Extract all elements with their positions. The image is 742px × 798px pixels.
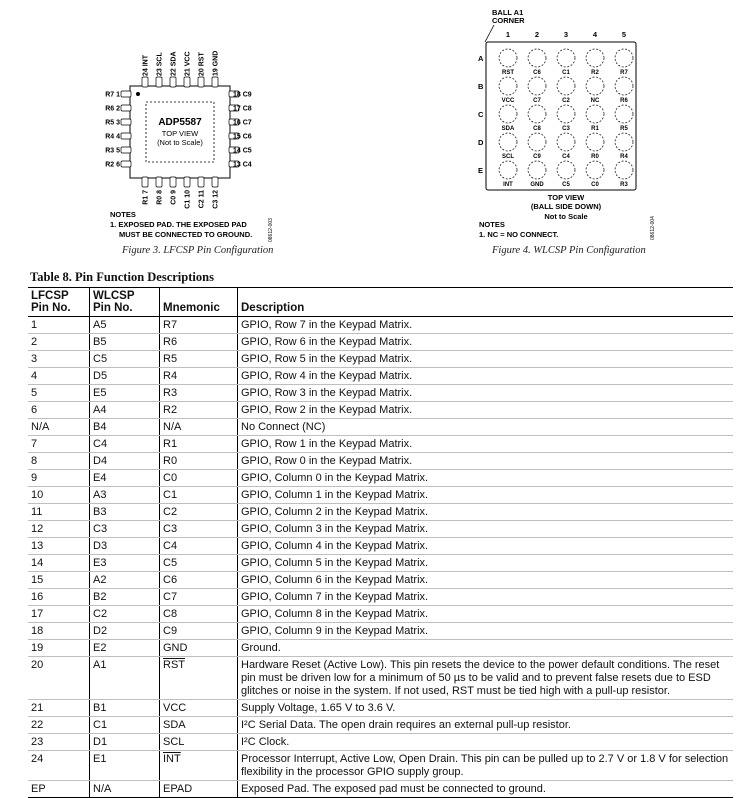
chip-not-to-scale: (Not to Scale) <box>157 138 203 147</box>
figures-area <box>0 0 742 268</box>
wlcsp-ball-label: C9 <box>533 154 541 160</box>
cell-mnemonic: R0 <box>160 453 238 470</box>
wlcsp-row-label: B <box>478 82 484 91</box>
cell-description: GPIO, Row 4 in the Keypad Matrix. <box>238 368 734 385</box>
table-row <box>28 521 733 538</box>
cell-mnemonic: C4 <box>160 538 238 555</box>
wlcsp-note-line1: 1. NC = NO CONNECT. <box>479 230 559 239</box>
cell-lfcsp-pin: 23 <box>28 734 90 751</box>
cell-lfcsp-pin: 4 <box>28 368 90 385</box>
cell-wlcsp-pin: E2 <box>90 640 160 657</box>
table-row <box>28 572 733 589</box>
lfcsp-pad <box>156 177 162 187</box>
cell-lfcsp-pin: 19 <box>28 640 90 657</box>
wlcsp-ball <box>557 77 575 95</box>
wlcsp-ball <box>586 161 604 179</box>
cell-lfcsp-pin: 8 <box>28 453 90 470</box>
lfcsp-pin-label: R1 7 <box>142 190 150 205</box>
lfcsp-pin-label: C2 11 <box>198 190 206 209</box>
wlcsp-ball-label: C4 <box>562 154 570 160</box>
table-row <box>28 504 733 521</box>
cell-wlcsp-pin: D5 <box>90 368 160 385</box>
wlcsp-ball-label: GND <box>530 182 544 188</box>
cell-wlcsp-pin: D4 <box>90 453 160 470</box>
chip-top-view: TOP VIEW <box>161 129 199 138</box>
chip-name: ADP5587 <box>158 117 202 128</box>
lfcsp-pin-label: 15 C6 <box>233 133 252 141</box>
cell-mnemonic: C9 <box>160 623 238 640</box>
wlcsp-ball-label: C3 <box>562 126 570 132</box>
wlcsp-ball-label: NC <box>590 98 600 104</box>
cell-mnemonic: C7 <box>160 589 238 606</box>
cell-description: GPIO, Column 6 in the Keypad Matrix. <box>238 572 734 589</box>
lfcsp-pad <box>170 177 176 187</box>
lfcsp-pad <box>121 91 131 97</box>
wlcsp-ball-label: C0 <box>591 182 599 188</box>
lfcsp-pad <box>212 77 218 87</box>
lfcsp-pad <box>184 77 190 87</box>
table-row <box>28 781 733 798</box>
cell-lfcsp-pin: 11 <box>28 504 90 521</box>
cell-description: GPIO, Row 1 in the Keypad Matrix. <box>238 436 734 453</box>
cell-mnemonic: N/A <box>160 419 238 436</box>
cell-description: GPIO, Row 6 in the Keypad Matrix. <box>238 334 734 351</box>
cell-wlcsp-pin: E1 <box>90 751 160 781</box>
cell-mnemonic: SDA <box>160 717 238 734</box>
cell-mnemonic: R4 <box>160 368 238 385</box>
lfcsp-pad <box>121 119 131 125</box>
lfcsp-pad <box>142 177 148 187</box>
table-row <box>28 385 733 402</box>
cell-lfcsp-pin: 3 <box>28 351 90 368</box>
wlcsp-ball-label: R4 <box>620 154 628 160</box>
cell-wlcsp-pin: D3 <box>90 538 160 555</box>
lfcsp-pin-label: C1 10 <box>184 190 192 209</box>
table-row <box>28 700 733 717</box>
wlcsp-row-label: E <box>478 166 484 175</box>
cell-description: Supply Voltage, 1.65 V to 3.6 V. <box>238 700 734 717</box>
cell-wlcsp-pin: C3 <box>90 521 160 538</box>
table-row <box>28 623 733 640</box>
cell-description: GPIO, Row 2 in the Keypad Matrix. <box>238 402 734 419</box>
table-row <box>28 538 733 555</box>
wlcsp-ball <box>528 105 546 123</box>
lfcsp-notes-title: NOTES <box>110 210 136 219</box>
lfcsp-note-line2: MUST BE CONNECTED TO GROUND. <box>119 230 253 239</box>
lfcsp-pad <box>198 77 204 87</box>
wlcsp-ball-label: R3 <box>620 182 628 188</box>
lfcsp-pin-label: 13 C4 <box>233 161 252 169</box>
wlcsp-ball <box>586 77 604 95</box>
wlcsp-ball-label: R2 <box>591 70 599 76</box>
wlcsp-column-label: 1 <box>505 30 511 39</box>
cell-wlcsp-pin: C5 <box>90 351 160 368</box>
cell-mnemonic: $\overline{RST}$ <box>160 657 238 700</box>
header-lfcsp-line2: Pin No. <box>31 302 71 314</box>
cell-mnemonic: EPAD <box>160 781 238 798</box>
cell-description: GPIO, Column 0 in the Keypad Matrix. <box>238 470 734 487</box>
cell-lfcsp-pin: 24 <box>28 751 90 781</box>
wlcsp-ball <box>615 49 633 67</box>
lfcsp-pin-label: R0 8 <box>156 190 164 205</box>
header-wlcsp-line1: WLCSP <box>93 290 135 302</box>
cell-description: Exposed Pad. The exposed pad must be connected to ground. <box>238 781 734 798</box>
cell-wlcsp-pin: E3 <box>90 555 160 572</box>
wlcsp-ball <box>499 49 517 67</box>
cell-wlcsp-pin: B5 <box>90 334 160 351</box>
lfcsp-pin-label: 16 C7 <box>233 119 252 127</box>
cell-mnemonic: R7 <box>160 317 238 334</box>
lfcsp-pin-label: 18 C9 <box>233 91 252 99</box>
cell-lfcsp-pin: 2 <box>28 334 90 351</box>
table-row <box>28 734 733 751</box>
wlcsp-ball-label: SDA <box>501 126 515 132</box>
table-row <box>28 555 733 572</box>
wlcsp-ball <box>586 105 604 123</box>
lfcsp-pin-label: R2 6 <box>105 161 120 169</box>
wlcsp-ball <box>499 161 517 179</box>
cell-lfcsp-pin: EP <box>28 781 90 798</box>
wlcsp-ball-label: R5 <box>620 126 628 132</box>
cell-wlcsp-pin: C2 <box>90 606 160 623</box>
ball-a1-corner-label: CORNER <box>492 16 525 25</box>
cell-lfcsp-pin: N/A <box>28 419 90 436</box>
wlcsp-ball-side: (BALL SIDE DOWN) <box>530 202 602 211</box>
lfcsp-pin-label: R4 4 <box>105 133 120 141</box>
cell-wlcsp-pin: A3 <box>90 487 160 504</box>
wlcsp-ball <box>528 161 546 179</box>
lfcsp-pad <box>142 77 148 87</box>
table-row <box>28 470 733 487</box>
wlcsp-ball-label: SCL <box>502 154 514 160</box>
wlcsp-ball-label: C5 <box>562 182 570 188</box>
wlcsp-ball <box>557 133 575 151</box>
table-row <box>28 487 733 504</box>
lfcsp-pin-label: 20 RST <box>198 52 206 76</box>
header-wlcsp-pin <box>90 288 160 317</box>
cell-lfcsp-pin: 1 <box>28 317 90 334</box>
wlcsp-ball <box>528 77 546 95</box>
wlcsp-row-label: A <box>478 54 484 63</box>
table-row <box>28 640 733 657</box>
wlcsp-package-outline <box>486 42 636 190</box>
wlcsp-column-label: 4 <box>592 30 598 39</box>
cell-wlcsp-pin: A4 <box>90 402 160 419</box>
cell-description: GPIO, Column 9 in the Keypad Matrix. <box>238 623 734 640</box>
table-row <box>28 334 733 351</box>
table-row <box>28 657 733 700</box>
wlcsp-row-label: C <box>478 110 484 119</box>
wlcsp-ball <box>499 105 517 123</box>
cell-mnemonic: C8 <box>160 606 238 623</box>
cell-wlcsp-pin: E4 <box>90 470 160 487</box>
header-description: Description <box>238 288 734 317</box>
lfcsp-pin-label: 22 SDA <box>170 51 178 76</box>
lfcsp-pin-label: C3 12 <box>212 190 220 209</box>
cell-lfcsp-pin: 9 <box>28 470 90 487</box>
cell-mnemonic: C2 <box>160 504 238 521</box>
cell-mnemonic: C1 <box>160 487 238 504</box>
ball-a1-label: BALL A1 <box>492 8 524 17</box>
cell-description: GPIO, Column 7 in the Keypad Matrix. <box>238 589 734 606</box>
wlcsp-ball-label: C7 <box>533 98 541 104</box>
cell-wlcsp-pin: N/A <box>90 781 160 798</box>
cell-description: GPIO, Row 5 in the Keypad Matrix. <box>238 351 734 368</box>
cell-description: GPIO, Column 3 in the Keypad Matrix. <box>238 521 734 538</box>
table-row <box>28 453 733 470</box>
cell-description: GPIO, Row 7 in the Keypad Matrix. <box>238 317 734 334</box>
cell-description: I²C Serial Data. The open drain requires an external pull-up resistor. <box>238 717 734 734</box>
lfcsp-pin-label: R3 5 <box>105 147 120 155</box>
table-row <box>28 351 733 368</box>
cell-mnemonic: C6 <box>160 572 238 589</box>
cell-mnemonic: R2 <box>160 402 238 419</box>
cell-lfcsp-pin: 15 <box>28 572 90 589</box>
wlcsp-ball <box>499 77 517 95</box>
wlcsp-column-label: 5 <box>621 30 627 39</box>
cell-mnemonic: R1 <box>160 436 238 453</box>
cell-lfcsp-pin: 6 <box>28 402 90 419</box>
cell-description: GPIO, Column 4 in the Keypad Matrix. <box>238 538 734 555</box>
wlcsp-ball-label: R0 <box>591 154 599 160</box>
cell-lfcsp-pin: 13 <box>28 538 90 555</box>
figure3-caption: Figure 3. LFCSP Pin Configuration <box>122 245 274 256</box>
cell-wlcsp-pin: B1 <box>90 700 160 717</box>
table-row <box>28 436 733 453</box>
cell-description: GPIO, Row 3 in the Keypad Matrix. <box>238 385 734 402</box>
cell-lfcsp-pin: 17 <box>28 606 90 623</box>
wlcsp-ball-diagram <box>470 2 670 262</box>
table-row <box>28 419 733 436</box>
header-mnemonic: Mnemonic <box>160 288 238 317</box>
lfcsp-pin-label: R7 1 <box>105 91 120 99</box>
table-body <box>28 317 733 798</box>
figure4-caption: Figure 4. WLCSP Pin Configuration <box>492 245 646 256</box>
table-row <box>28 751 733 781</box>
wlcsp-ball <box>615 77 633 95</box>
pin-function-table <box>28 287 733 798</box>
wlcsp-not-to-scale: Not to Scale <box>544 212 588 221</box>
cell-lfcsp-pin: 10 <box>28 487 90 504</box>
wlcsp-column-label: 3 <box>563 30 569 39</box>
lfcsp-pad <box>121 133 131 139</box>
cell-mnemonic: SCL <box>160 734 238 751</box>
wlcsp-row-label: D <box>478 138 484 147</box>
wlcsp-ball-label: RST <box>502 70 514 76</box>
lfcsp-pad <box>184 177 190 187</box>
table-title: Table 8. Pin Function Descriptions <box>30 270 214 284</box>
cell-mnemonic: GND <box>160 640 238 657</box>
wlcsp-column-label: 2 <box>534 30 540 39</box>
cell-lfcsp-pin: 20 <box>28 657 90 700</box>
wlcsp-ball-label: C8 <box>533 126 541 132</box>
wlcsp-ball-label: C6 <box>533 70 541 76</box>
cell-wlcsp-pin: B3 <box>90 504 160 521</box>
cell-wlcsp-pin: C1 <box>90 717 160 734</box>
cell-wlcsp-pin: C4 <box>90 436 160 453</box>
header-lfcsp-pin <box>28 288 90 317</box>
lfcsp-pad <box>156 77 162 87</box>
lfcsp-pin-label: 17 C8 <box>233 105 252 113</box>
cell-description: No Connect (NC) <box>238 419 734 436</box>
pin1-marker <box>136 92 140 96</box>
lfcsp-pin-label: R6 2 <box>105 105 120 113</box>
wlcsp-ball-label: VCC <box>501 98 515 104</box>
lfcsp-pin-label: 21 VCC <box>184 51 192 76</box>
wlcsp-notes-title: NOTES <box>479 220 505 229</box>
header-lfcsp-line1: LFCSP <box>31 290 69 302</box>
cell-description: GPIO, Column 2 in the Keypad Matrix. <box>238 504 734 521</box>
cell-mnemonic: R6 <box>160 334 238 351</box>
cell-mnemonic: R3 <box>160 385 238 402</box>
table-row <box>28 402 733 419</box>
cell-lfcsp-pin: 16 <box>28 589 90 606</box>
wlcsp-ball <box>615 105 633 123</box>
lfcsp-figure-id: 08612-003 <box>268 218 274 242</box>
cell-lfcsp-pin: 22 <box>28 717 90 734</box>
header-wlcsp-line2: Pin No. <box>93 302 133 314</box>
cell-description: GPIO, Column 5 in the Keypad Matrix. <box>238 555 734 572</box>
lfcsp-pin-label: C0 9 <box>170 190 178 205</box>
wlcsp-ball <box>557 105 575 123</box>
wlcsp-ball <box>557 161 575 179</box>
lfcsp-pin-diagram <box>100 42 290 257</box>
wlcsp-ball <box>557 49 575 67</box>
cell-mnemonic: C0 <box>160 470 238 487</box>
lfcsp-pad <box>198 177 204 187</box>
cell-mnemonic: $\overline{INT}$ <box>160 751 238 781</box>
cell-wlcsp-pin: E5 <box>90 385 160 402</box>
wlcsp-ball-label: R6 <box>620 98 628 104</box>
wlcsp-ball-label: R1 <box>591 126 599 132</box>
cell-mnemonic: C5 <box>160 555 238 572</box>
wlcsp-ball-label: INT <box>503 182 513 188</box>
cell-description: Hardware Reset (Active Low). This pin resets the device to the power default conditions. The reset pin must be driven low for a minimum of 50 µs to be valid and to prevent false resets due to ESD glitches or noise in the system. If not used, RST must be tied high with a pull-up resistor. <box>238 657 734 700</box>
cell-wlcsp-pin: A5 <box>90 317 160 334</box>
lfcsp-pin-label: 23 SCL <box>156 52 164 76</box>
cell-wlcsp-pin: B4 <box>90 419 160 436</box>
cell-description: GPIO, Column 8 in the Keypad Matrix. <box>238 606 734 623</box>
lfcsp-pin-label: 19 GND <box>212 50 220 76</box>
cell-lfcsp-pin: 12 <box>28 521 90 538</box>
wlcsp-ball <box>528 49 546 67</box>
table-row <box>28 589 733 606</box>
cell-description: I²C Clock. <box>238 734 734 751</box>
cell-mnemonic: C3 <box>160 521 238 538</box>
cell-mnemonic: R5 <box>160 351 238 368</box>
wlcsp-ball <box>586 133 604 151</box>
ball-a1-pointer <box>485 25 494 42</box>
cell-description: GPIO, Column 1 in the Keypad Matrix. <box>238 487 734 504</box>
wlcsp-ball <box>615 133 633 151</box>
wlcsp-ball-label: C1 <box>562 70 570 76</box>
cell-description: Ground. <box>238 640 734 657</box>
wlcsp-ball <box>615 161 633 179</box>
wlcsp-ball <box>586 49 604 67</box>
wlcsp-ball <box>528 133 546 151</box>
cell-description: Processor Interrupt, Active Low, Open Drain. This pin can be pulled up to 2.7 V or 1.8 V for selection flexibility in the processor GPIO supply group. <box>238 751 734 781</box>
cell-wlcsp-pin: D1 <box>90 734 160 751</box>
wlcsp-figure-id: 08612-004 <box>650 216 656 240</box>
table-row <box>28 368 733 385</box>
wlcsp-ball-label: C2 <box>562 98 570 104</box>
cell-mnemonic: VCC <box>160 700 238 717</box>
cell-wlcsp-pin: A2 <box>90 572 160 589</box>
lfcsp-pad <box>170 77 176 87</box>
cell-lfcsp-pin: 21 <box>28 700 90 717</box>
cell-lfcsp-pin: 14 <box>28 555 90 572</box>
lfcsp-pin-label: 14 C5 <box>233 147 252 155</box>
cell-lfcsp-pin: 7 <box>28 436 90 453</box>
lfcsp-pad <box>212 177 218 187</box>
lfcsp-pin-label: 24 INT <box>142 54 150 76</box>
table-row <box>28 606 733 623</box>
table-row <box>28 317 733 334</box>
lfcsp-note-line1: 1. EXPOSED PAD. THE EXPOSED PAD <box>110 220 247 229</box>
lfcsp-pad <box>121 161 131 167</box>
cell-wlcsp-pin: B2 <box>90 589 160 606</box>
cell-wlcsp-pin: D2 <box>90 623 160 640</box>
wlcsp-ball-label: R7 <box>620 70 628 76</box>
lfcsp-pin-label: R5 3 <box>105 119 120 127</box>
lfcsp-pad <box>121 147 131 153</box>
cell-lfcsp-pin: 18 <box>28 623 90 640</box>
lfcsp-pad <box>121 105 131 111</box>
wlcsp-ball-grid <box>478 30 633 188</box>
wlcsp-top-view: TOP VIEW <box>547 193 585 202</box>
table-row <box>28 717 733 734</box>
cell-lfcsp-pin: 5 <box>28 385 90 402</box>
wlcsp-ball <box>499 133 517 151</box>
table-header-row <box>28 288 733 317</box>
cell-description: GPIO, Row 0 in the Keypad Matrix. <box>238 453 734 470</box>
cell-wlcsp-pin: A1 <box>90 657 160 700</box>
